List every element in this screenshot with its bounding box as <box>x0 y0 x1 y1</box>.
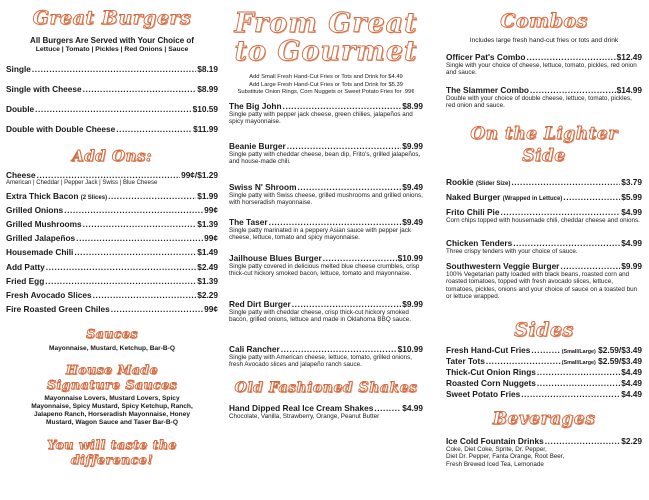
left-column <box>6 0 218 467</box>
combos-heading: Combos <box>500 10 588 32</box>
lighter-item-frito-pie: Frito Chili Pie ..... $4.99 Corn chips topped with housemade chili, cheddar cheese and onions. <box>446 207 642 238</box>
lighter-item-naked: Naked Burger (Wrapped in Lettuce) ..... $5.99 <box>446 192 642 207</box>
cheese-types: American | Cheddar | Pepper Jack | Swiss | Blue Cheese <box>6 180 158 186</box>
burger-item-single: Single ..... $8.19 <box>6 64 218 84</box>
gourmet-note3: Substitute Onion Rings, Corn Nuggets or Sweet Potato Fries for .99¢ <box>237 89 415 96</box>
gourmet-item-red-dirt: Red Dirt Burger ..... $9.99 Single patty with cheddar cheese, crisp thick-cut hickory smoked bacon, grilled onions, lettuce and made in Oklahoma BBQ sauce. <box>229 299 423 344</box>
signature-line4: Mustard, Wagon Sauce and Taser Bar-B-Q <box>46 419 178 427</box>
sauces-list: Mayonnaise, Mustard, Ketchup, Bar-B-Q <box>48 345 176 353</box>
great-burgers-heading: Great Burgers <box>32 7 192 29</box>
beverage-line2: Diet Dr. Pepper, Fanta Orange, Root Beer, <box>446 453 565 461</box>
gourmet-note1: Add Small Fresh Hand-Cut Fries or Tots and Drink for $4.49 <box>249 74 403 80</box>
side-sweet-potato-fries: Sweet Potato Fries ..... $4.49 <box>446 389 642 400</box>
tagline: You will taste the difference! <box>47 436 177 467</box>
addon-bacon: Extra Thick Bacon (2 Slices) ..... $1.99 <box>6 191 218 205</box>
side-onion-rings: Thick-Cut Onion Rings ..... $4.49 <box>446 367 642 378</box>
side-fries: Fresh Hand-Cut Fries ..... (Small/Large) $2.59/$3.49 <box>446 345 642 356</box>
middle-column <box>229 0 423 420</box>
combo-item-slammer: The Slammer Combo ..... $14.99 Double with your choice of double cheese, lettuce, tomato, pickles, red onion and sauce. <box>446 85 642 119</box>
beverages-heading: Beverages <box>492 408 596 429</box>
combos-subtitle: Includes large fresh hand-cut fries or tots and drink <box>469 37 619 44</box>
addon-green-chiles: Fire Roasted Green Chiles ..... 99¢ <box>6 304 218 318</box>
combo-item-officer-pat: Officer Pat's Combo ..... $12.49 Single with your choice of cheese, lettuce, tomato, pickles, red onion and sauce. <box>446 52 642 85</box>
addon-add-patty: Add Patty ..... $2.49 <box>6 262 218 276</box>
side-corn-nuggets: Roasted Corn Nuggets ..... $4.49 <box>446 378 642 389</box>
addon-avocado: Fresh Avocado Slices ..... $2.29 <box>6 290 218 304</box>
addon-fried-egg: Fried Egg ..... $1.39 <box>6 276 218 290</box>
signature-sauces-heading-line2: Signature Sauces <box>46 376 178 392</box>
beverage-line3: Fresh Brewed Iced Tea, Lemonade <box>446 460 544 468</box>
side-tater-tots: Tater Tots ..... (Small/Large) $2.59/$3.49 <box>446 356 642 367</box>
shakes-flavors: Chocolate, Vanilla, Strawberry, Orange, Peanut Butter <box>229 412 380 420</box>
shakes-heading: Old Fashioned Shakes <box>234 379 418 396</box>
signature-sauces-heading-line1: House Made <box>65 361 159 377</box>
addon-grilled-onions: Grilled Onions ..... 99¢ <box>6 205 218 219</box>
gourmet-notes <box>229 74 423 97</box>
addon-housemade-chili: Housemade Chili ..... $1.49 <box>6 247 218 261</box>
signature-line1: Mayonnaise Lovers, Mustard Lovers, Spicy <box>44 394 180 402</box>
gourmet-item-cali-rancher: Cali Rancher ..... $10.99 Single patty with American cheese, lettuce, tomato, grilled onions, fresh Avocado slices and jalapeño ranch sauce. <box>229 344 423 378</box>
addon-list <box>6 191 218 319</box>
gourmet-note2: Add Large Fresh Hand-Cut Fries or Tots and Drink for $5.39 <box>249 81 403 88</box>
combo-list <box>446 52 642 119</box>
lighter-list <box>446 177 642 311</box>
signature-sauces-list <box>6 395 218 428</box>
gourmet-list <box>229 101 423 378</box>
gourmet-item-taser: The Taser ..... $9.49 Single patty marinated in a peppery Asian sauce with pepper jack cheese, lettuce, tomato and spicy mayonnaise. <box>229 217 423 253</box>
addon-cheese: Cheese ..... 99¢/$1.29 <box>6 170 218 180</box>
burgers-served-line2: Lettuce | Tomato | Pickles | Red Onions | Sauce <box>35 46 189 53</box>
gourmet-heading-line1: From Great <box>234 8 418 39</box>
burger-item-single-cheese: Single with Cheese ..... $8.99 <box>6 84 218 104</box>
gourmet-heading-line2: to Gourmet <box>234 36 418 67</box>
sides-heading: Sides <box>514 318 574 341</box>
sides-list <box>446 345 642 400</box>
gourmet-item-jailhouse: Jailhouse Blues Burger ..... $10.99 Single patty covered in delicious melted blue cheese crumbles, crisp thick-cut hickory smoked bacon, lettuce, tomato and mayonnaise. <box>229 253 423 299</box>
sauces-heading: Sauces <box>86 326 138 342</box>
lighter-item-chicken-tenders: Chicken Tenders ..... $4.99 Three crispy tenders with your choice of sauce. <box>446 238 642 261</box>
shakes-item: Hand Dipped Real Ice Cream Shakes ..... $4.99 <box>229 403 423 413</box>
add-ons-heading: Add Ons: <box>72 147 152 165</box>
right-column <box>446 0 642 468</box>
beverage-line1: Coke, Diet Coke, Sprite, Dr. Pepper, <box>446 445 547 453</box>
lighter-item-veggie-burger: Southwestern Veggie Burger ..... $9.99 100% Vegetarian patty loaded with black beans, roasted corn and roasted tomatoes, topped with fresh avocado slices, lettuce, tomatoes, pickles, onions and your choice of sauce on a toasted bun or lettuce wrapped. <box>446 261 642 311</box>
gourmet-item-swiss-shroom: Swiss N' Shroom ..... $9.49 Single patty with Swiss cheese, grilled mushrooms and grilled onions, with horseradish mayonnaise. <box>229 182 423 217</box>
gourmet-item-big-john: The Big John ..... $8.99 Single patty with pepper jack cheese, green chilies, jalapeños and spicy mayonnaise. <box>229 101 423 141</box>
burger-item-double: Double ..... $10.59 <box>6 104 218 124</box>
beverage-fountain-drinks: Ice Cold Fountain Drinks ..... $2.29 <box>446 436 642 446</box>
addon-grilled-jalapenos: Grilled Jalapeños ..... 99¢ <box>6 233 218 247</box>
lighter-side-heading: On the Lighter Side <box>470 123 618 166</box>
burgers-served-line1: All Burgers Are Served with Your Choice of <box>30 36 194 45</box>
lighter-item-rookie: Rookie (Slider Size) ..... $3.79 <box>446 177 642 192</box>
signature-line3: Jalapeno Ranch, Horseradish Mayonnaise, Honey <box>33 411 191 419</box>
gourmet-item-beanie: Beanie Burger ..... $9.99 Single patty with cheddar cheese, bean dip, Frito's, grilled jalapeños, and house-made chili. <box>229 141 423 182</box>
signature-line2: Mayonnaise, Spicy Mustard, Spicy Ketchup, Ranch, <box>31 402 193 410</box>
burger-item-double-cheese: Double with Double Cheese ..... $11.99 <box>6 124 218 144</box>
addon-grilled-mushrooms: Grilled Mushrooms ..... $1.39 <box>6 219 218 233</box>
burger-list <box>6 64 218 144</box>
